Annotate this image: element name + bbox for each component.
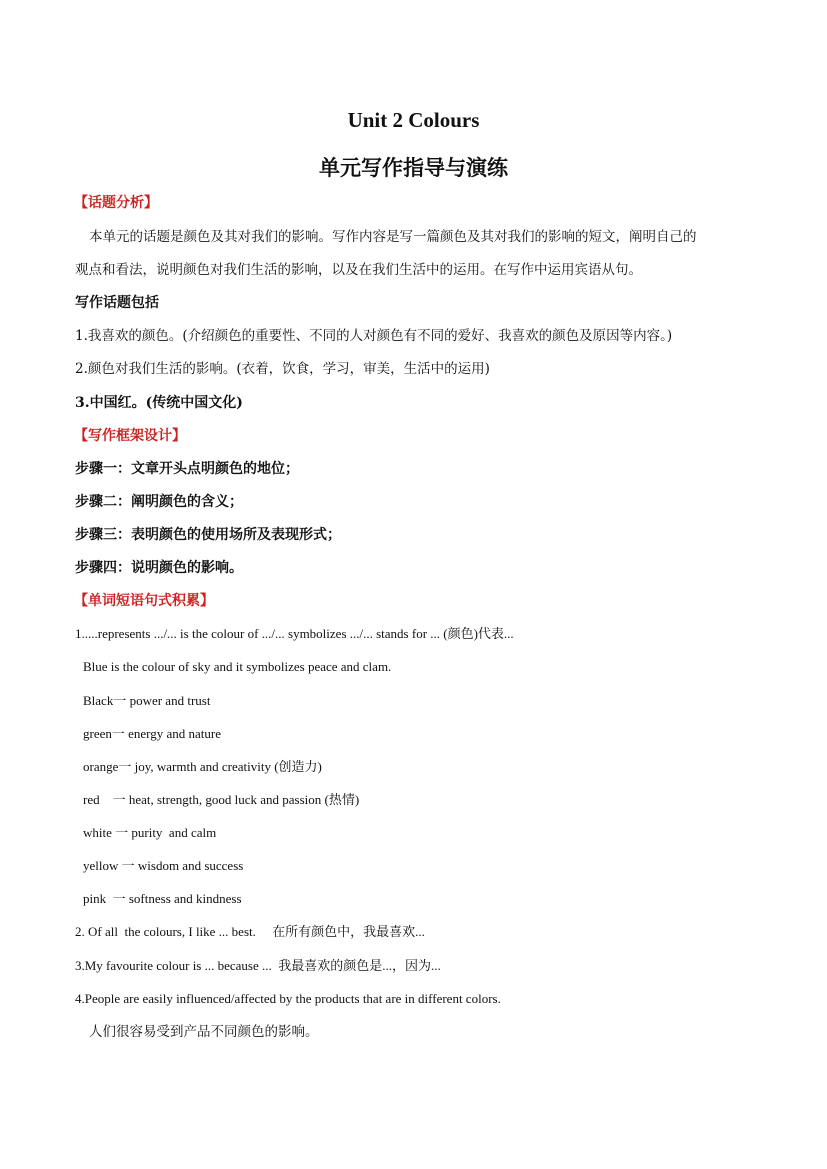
vocab-line-4: 4.People are easily influenced/affected by the products that are in different colors. — [75, 991, 501, 1006]
step-2: 步骤二：阐明颜色的含义； — [75, 494, 243, 510]
topic-item-1: 1.我喜欢的颜色。(介绍颜色的重要性、不同的人对颜色有不同的爱好、我喜欢的颜色及原因等内容。) — [75, 328, 673, 344]
color-pink: pink 一 softness and kindness — [83, 891, 242, 906]
vocab-line-2: 2. Of all the colours, I like ... best. 在所有颜色中，我最喜欢... — [75, 924, 425, 939]
topic-item-3: 3.中国红。(传统中国文化) — [75, 395, 243, 411]
color-white: white 一 purity and calm — [83, 825, 217, 840]
color-red: red 一 heat, strength, good luck and passion (热情) — [83, 792, 360, 807]
section-framework-design: 【写作框架设计】 — [74, 428, 186, 444]
title-chinese: 单元写作指导与演练 — [319, 155, 508, 180]
color-black: Black一 power and trust — [83, 693, 211, 708]
intro-line-2: 观点和看法，说明颜色对我们生活的影响，以及在我们生活中的运用。在写作中运用宾语从句。 — [75, 262, 642, 278]
color-orange: orange一 joy, warmth and creativity (创造力) — [83, 759, 322, 774]
step-4: 步骤四：说明颜色的影响。 — [75, 560, 243, 576]
step-1: 步骤一：文章开头点明颜色的地位； — [75, 461, 299, 477]
intro-line-1: 本单元的话题是颜色及其对我们的影响。写作内容是写一篇颜色及其对我们的影响的短文，阐明自己的 — [89, 229, 697, 245]
section-vocab: 【单词短语句式积累】 — [74, 593, 214, 609]
section-topic-analysis: 【话题分析】 — [74, 195, 158, 211]
topics-heading: 写作话题包括 — [75, 295, 159, 311]
vocab-line-4-translation: 人们很容易受到产品不同颜色的影响。 — [89, 1024, 319, 1040]
color-yellow: yellow 一 wisdom and success — [83, 858, 244, 873]
step-3: 步骤三：表明颜色的使用场所及表现形式； — [75, 527, 341, 543]
title-english: Unit 2 Colours — [347, 108, 480, 132]
color-green: green一 energy and nature — [83, 726, 222, 741]
vocab-example: Blue is the colour of sky and it symbolizes peace and clam. — [83, 659, 392, 674]
vocab-line-1: 1.....represents .../... is the colour of .../... symbolizes .../... stands for ... (颜色)代表... — [75, 626, 514, 641]
vocab-line-3: 3.My favourite colour is ... because ... 我最喜欢的颜色是...，因为... — [75, 958, 441, 973]
topic-item-2: 2.颜色对我们生活的影响。(衣着，饮食，学习，审美，生活中的运用) — [75, 361, 490, 377]
